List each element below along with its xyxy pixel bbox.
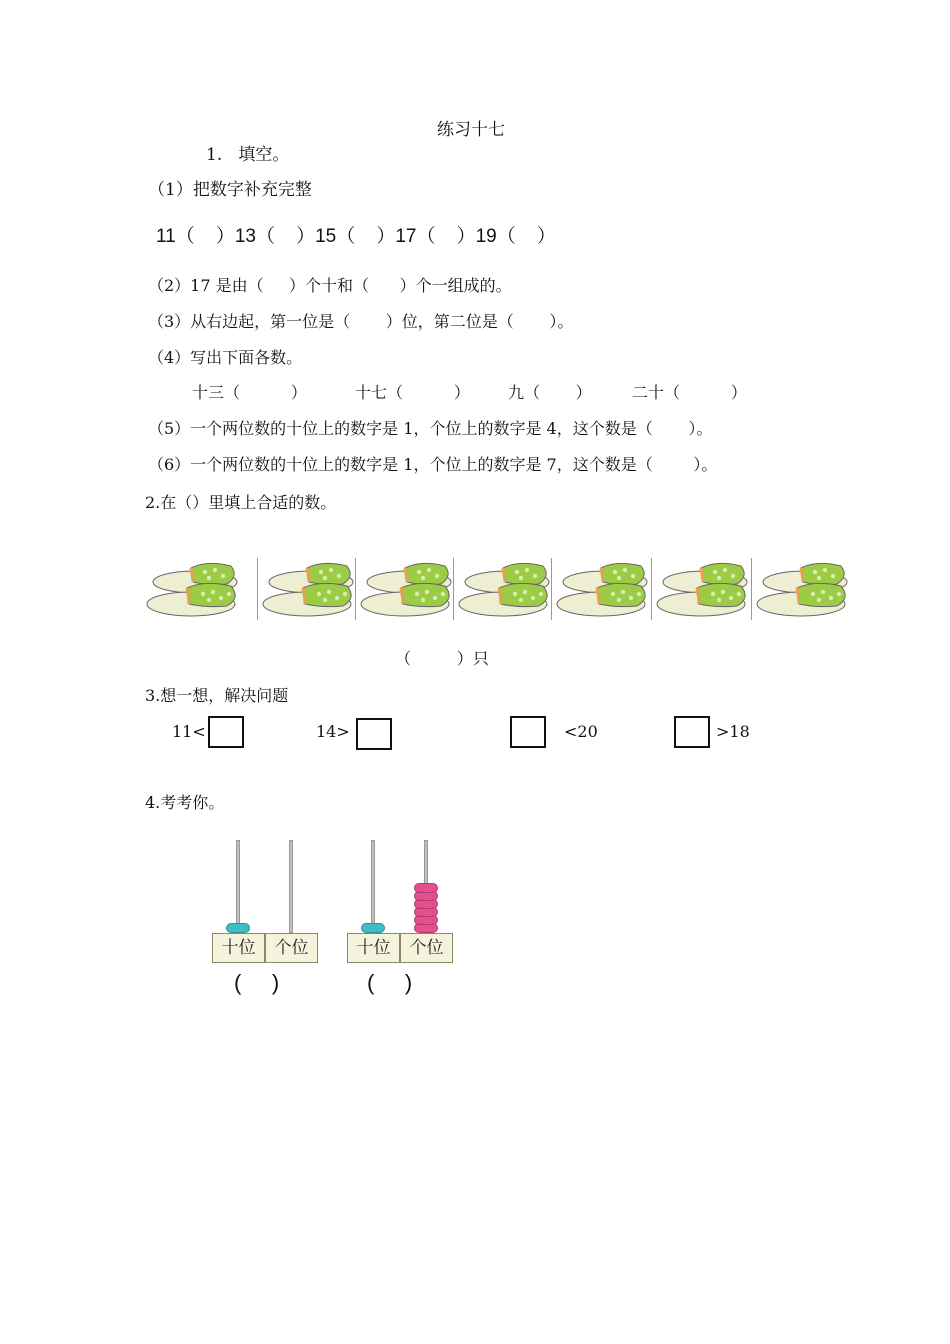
abacus-bead: [414, 883, 438, 893]
q1-part3: （3）从右边起，第一位是（ ）位，第二位是（ ）。: [148, 312, 574, 331]
slipper-pair-icon: [655, 556, 753, 626]
slipper-divider: [551, 558, 552, 620]
slipper-pair-icon: [145, 556, 243, 626]
q1-part4-item: 九（ ）: [508, 383, 592, 402]
tens-rod: [371, 840, 375, 933]
q1-part1-sequence: 11（ ）13（ ）15（ ）17（ ）19（ ）: [156, 226, 556, 247]
q3-heading: 3.想一想，解决问题: [145, 686, 289, 705]
abacus-bead: [361, 923, 385, 933]
slipper-pair-icon: [261, 556, 359, 626]
q3-item-4-after: >18: [716, 722, 750, 741]
q2-answer: （ ）只: [395, 649, 489, 668]
q3-answer-box-1[interactable]: [208, 716, 244, 748]
q3-item-2-before: 14>: [316, 722, 350, 741]
tens-place-label: 十位: [212, 933, 265, 963]
q3-answer-box-3[interactable]: [510, 716, 546, 748]
abacus-2: [347, 840, 457, 1000]
q3-item-3-after: <20: [564, 722, 598, 741]
q1-heading: 1. 填空。: [206, 145, 290, 165]
ones-rod: [289, 840, 293, 933]
q1-part6: （6）一个两位数的十位上的数字是 1，个位上的数字是 7，这个数是（ ）。: [148, 455, 718, 474]
abacus-1-answer: ( ): [234, 970, 280, 995]
tens-rod: [236, 840, 240, 933]
q1-part4-item: 十七（ ）: [355, 383, 470, 402]
ones-place-label: 个位: [400, 933, 453, 963]
slipper-divider: [751, 558, 752, 620]
abacus-1: [212, 840, 322, 1000]
slipper-pair-icon: [555, 556, 653, 626]
q1-part5: （5）一个两位数的十位上的数字是 1，个位上的数字是 4，这个数是（ ）。: [148, 419, 713, 438]
slipper-divider: [453, 558, 454, 620]
ones-place-label: 个位: [265, 933, 318, 963]
page-title: 练习十七: [437, 120, 505, 140]
slipper-strip: [145, 556, 855, 626]
abacus-bead: [226, 923, 250, 933]
q2-heading: 2.在（）里填上合适的数。: [145, 493, 337, 512]
q3-answer-box-4[interactable]: [674, 716, 710, 748]
q1-part4-label: （4）写出下面各数。: [148, 348, 303, 367]
tens-place-label: 十位: [347, 933, 400, 963]
q1-part4-item: 二十（ ）: [632, 383, 747, 402]
q3-answer-box-2[interactable]: [356, 718, 392, 750]
q4-heading: 4.考考你。: [145, 793, 225, 812]
slipper-divider: [257, 558, 258, 620]
slipper-divider: [355, 558, 356, 620]
slipper-pair-icon: [359, 556, 457, 626]
slipper-pair-icon: [457, 556, 555, 626]
q1-part4-item: 十三（ ）: [192, 383, 307, 402]
q1-part2: （2）17 是由（ ）个十和（ ）个一组成的。: [148, 276, 512, 295]
q1-part1-label: （1）把数字补充完整: [148, 180, 312, 200]
slipper-divider: [651, 558, 652, 620]
slipper-pair-icon: [755, 556, 853, 626]
abacus-2-answer: ( ): [367, 970, 413, 995]
q3-item-1-before: 11<: [172, 722, 206, 741]
